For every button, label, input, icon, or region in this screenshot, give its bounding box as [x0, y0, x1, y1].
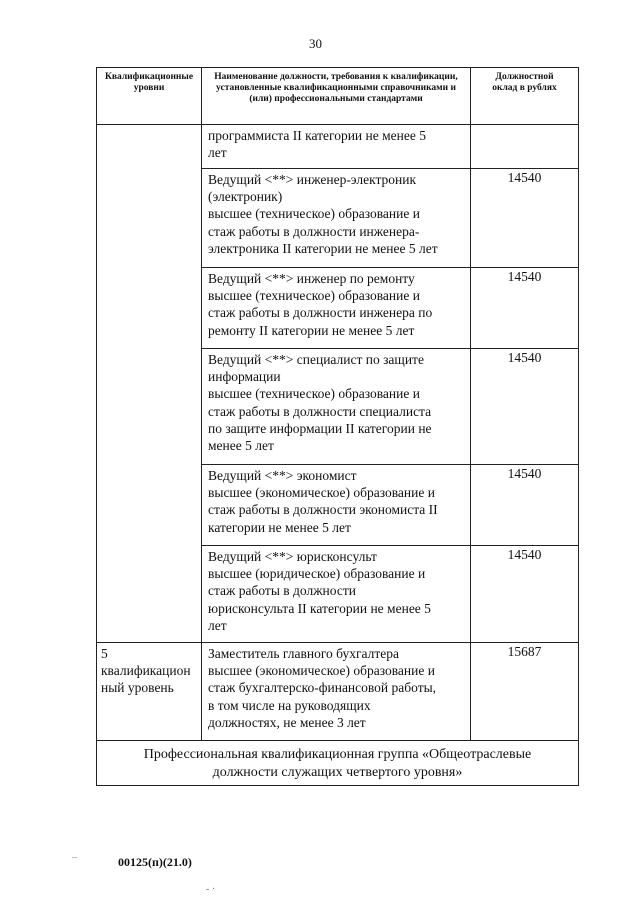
position-cell: программиста II категории не менее 5 лет — [202, 125, 471, 169]
page-number: 30 — [309, 36, 322, 51]
scan-mark: ‐ · — [206, 884, 216, 895]
header-salary: Должностной оклад в рублях — [471, 68, 579, 125]
group-title-row — [97, 741, 579, 786]
table-row — [97, 643, 579, 741]
header-position-requirements: Наименование должности, требования к квалификации, установленные квалификационными справочниками и (или) профессиональными стандартами — [202, 68, 471, 125]
document-code: 00125(п)(21.0) — [118, 855, 192, 869]
position-cell: Ведущий <**> юрисконсульт высшее (юридическое) образование и стаж работы в должности юрисконсульта II категории не менее 5 лет — [202, 546, 471, 643]
group-title: Профессиональная квалификационная группа «Общеотраслевые должности служащих четвертого уровня» — [97, 741, 579, 786]
scan-mark: ¯ — [72, 857, 77, 868]
salary-cell: 14540 — [471, 268, 579, 349]
table-header-row — [97, 68, 579, 125]
salary-cell — [471, 125, 579, 169]
salary-cell: 14540 — [471, 349, 579, 465]
position-cell: Ведущий <**> инженер по ремонту высшее (техническое) образование и стаж работы в должности инженера по ремонту II категории не менее 5 лет — [202, 268, 471, 349]
salary-cell: 14540 — [471, 465, 579, 546]
salary-cell: 15687 — [471, 643, 579, 741]
position-cell: Ведущий <**> специалист по защите информации высшее (техническое) образование и стаж работы в должности специалиста по защите информации II категории не менее 5 лет — [202, 349, 471, 465]
position-cell: Ведущий <**> инженер-электроник (электроник) высшее (техническое) образование и стаж работы в должности инженера- электроника II категории не менее 5 лет — [202, 169, 471, 268]
level-cell — [97, 125, 202, 643]
level-cell: 5 квалификацион ный уровень — [97, 643, 202, 741]
salary-cell: 14540 — [471, 169, 579, 268]
position-cell: Заместитель главного бухгалтера высшее (экономическое) образование и стаж бухгалтерско-финансовой работы, в том числе на руководящих должностях, не менее 3 лет — [202, 643, 471, 741]
salary-cell: 14540 — [471, 546, 579, 643]
table-row — [97, 125, 579, 169]
header-qualification-levels: Квалификационные уровни — [97, 68, 202, 125]
qualification-table — [96, 67, 579, 786]
position-cell: Ведущий <**> экономист высшее (экономическое) образование и стаж работы в должности экономиста II категории не менее 5 лет — [202, 465, 471, 546]
